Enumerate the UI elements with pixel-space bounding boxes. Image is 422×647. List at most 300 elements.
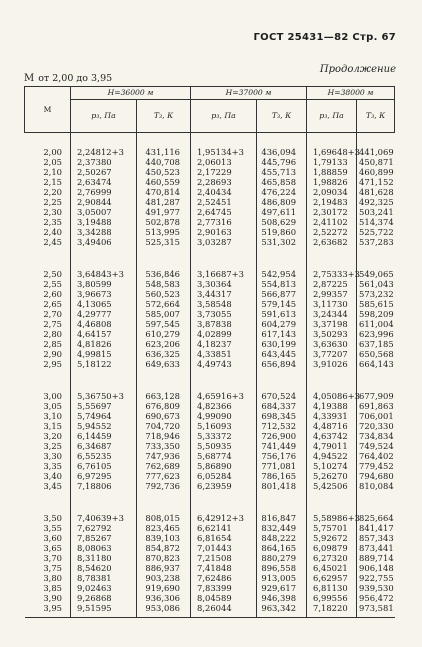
cell-p1: 5,55697 xyxy=(71,401,137,411)
cell-t2: 508,629 xyxy=(257,217,307,227)
cell-t3: 481,628 xyxy=(357,187,395,197)
cell-t1: 536,846 xyxy=(137,269,191,279)
cell-t1: 572,664 xyxy=(137,299,191,309)
cell-p1: 2,76999 xyxy=(71,187,137,197)
cell-m: 2,65 xyxy=(43,299,62,309)
cell-p2: 6,81654 xyxy=(191,533,257,543)
cell-m: 3,85 xyxy=(43,583,62,593)
cell-m: 3,65 xyxy=(43,543,62,553)
cell-t2: 896,558 xyxy=(257,563,307,573)
cell-t3: 857,343 xyxy=(357,533,395,543)
cell-t3: 664,143 xyxy=(357,359,395,369)
cell-p2: 4,33851 xyxy=(191,349,257,359)
cell-p3: 3,91026 xyxy=(307,359,357,369)
cell-t3: 764,402 xyxy=(357,451,395,461)
cell-m: 2,60 xyxy=(43,289,62,299)
cell-t2: 465,858 xyxy=(257,177,307,187)
cell-p3: 4,48716 xyxy=(307,421,357,431)
cell-t2: 643,445 xyxy=(257,349,307,359)
cell-m: 2,75 xyxy=(43,319,62,329)
cell-t1: 733,350 xyxy=(137,441,191,451)
cell-p3: 5,26270 xyxy=(307,471,357,481)
cell-p2: 2,28693 xyxy=(191,177,257,187)
cell-p2: 3,87838 xyxy=(191,319,257,329)
cell-m: 2,85 xyxy=(43,339,62,349)
cell-t1: 460,559 xyxy=(137,177,191,187)
cell-t1: 762,689 xyxy=(137,461,191,471)
cell-t3: 441,069 xyxy=(357,147,395,157)
cell-p1: 9,51595 xyxy=(71,603,137,613)
cell-m: 2,35 xyxy=(43,217,62,227)
range-caption xyxy=(24,73,112,84)
cell-p2: 3,30364 xyxy=(191,279,257,289)
cell-m: 2,15 xyxy=(43,177,62,187)
cell-m: 2,00 xyxy=(43,147,62,157)
cell-t3: 549,065 xyxy=(357,269,395,279)
cell-p1: 4,64157 xyxy=(71,329,137,339)
cell-m: 2,30 xyxy=(43,207,62,217)
cell-m: 2,10 xyxy=(43,167,62,177)
table-row xyxy=(25,441,395,451)
cell-t2: 656,894 xyxy=(257,359,307,369)
cell-t3: 492,325 xyxy=(357,197,395,207)
cell-t1: 663,128 xyxy=(137,391,191,401)
cell-t3: 460,899 xyxy=(357,167,395,177)
cell-p1: 7,40639+3 xyxy=(71,513,137,523)
cell-t1: 548,583 xyxy=(137,279,191,289)
cell-p3: 2,30172 xyxy=(307,207,357,217)
cell-p1: 6,14459 xyxy=(71,431,137,441)
cell-t3: 561,043 xyxy=(357,279,395,289)
cell-p1: 3,80599 xyxy=(71,279,137,289)
cell-p2: 4,65916+3 xyxy=(191,391,257,401)
cell-p1: 6,34687 xyxy=(71,441,137,451)
cell-t3: 691,863 xyxy=(357,401,395,411)
cell-t1: 481,287 xyxy=(137,197,191,207)
table-row xyxy=(25,523,395,533)
cell-t3: 623,996 xyxy=(357,329,395,339)
range-text: от 2,00 до 3,95 xyxy=(38,73,113,84)
cell-p3: 6,27320 xyxy=(307,553,357,563)
cell-t2: 436,094 xyxy=(257,147,307,157)
cell-t1: 560,523 xyxy=(137,289,191,299)
cell-p2: 2,52451 xyxy=(191,197,257,207)
cell-p3: 1,88859 xyxy=(307,167,357,177)
cell-p3: 4,63742 xyxy=(307,431,357,441)
cell-p2: 4,82366 xyxy=(191,401,257,411)
cell-t2: 963,342 xyxy=(257,603,307,613)
table-row xyxy=(25,269,395,279)
cell-t2: 756,176 xyxy=(257,451,307,461)
cell-p1: 7,62792 xyxy=(71,523,137,533)
cell-t3: 677,909 xyxy=(357,391,395,401)
cell-m: 2,45 xyxy=(43,237,62,247)
cell-m: 3,00 xyxy=(43,391,62,401)
cell-p3: 3,24344 xyxy=(307,309,357,319)
cell-t3: 810,084 xyxy=(357,481,395,491)
column-header-m: М xyxy=(25,87,71,133)
table-row xyxy=(25,339,395,349)
cell-t2: 542,954 xyxy=(257,269,307,279)
cell-p1: 9,02463 xyxy=(71,583,137,593)
cell-t3: 514,374 xyxy=(357,217,395,227)
cell-m: 3,95 xyxy=(43,603,62,613)
cell-p2: 2,06013 xyxy=(191,157,257,167)
table-row xyxy=(25,299,395,309)
cell-p3: 2,41102 xyxy=(307,217,357,227)
cell-p3: 4,19388 xyxy=(307,401,357,411)
table-row xyxy=(25,157,395,167)
cell-t3: 706,001 xyxy=(357,411,395,421)
table-row xyxy=(25,207,395,217)
cell-t3: 611,004 xyxy=(357,319,395,329)
cell-p3: 2,87225 xyxy=(307,279,357,289)
cell-p3: 6,45021 xyxy=(307,563,357,573)
column-header-p: p₃, Па xyxy=(71,100,137,133)
cell-p3: 3,37198 xyxy=(307,319,357,329)
spacer-row xyxy=(25,613,395,618)
cell-p1: 9,26868 xyxy=(71,593,137,603)
cell-p2: 4,18237 xyxy=(191,339,257,349)
cell-p1: 4,13065 xyxy=(71,299,137,309)
cell-p2: 3,16687+3 xyxy=(191,269,257,279)
cell-m: 2,70 xyxy=(43,309,62,319)
cell-p3: 1,69648+3 xyxy=(307,147,357,157)
cell-t1: 747,936 xyxy=(137,451,191,461)
cell-t1: 823,465 xyxy=(137,523,191,533)
table-row xyxy=(25,197,395,207)
table-row xyxy=(25,217,395,227)
table-row xyxy=(25,533,395,543)
cell-t3: 749,524 xyxy=(357,441,395,451)
table-row xyxy=(25,513,395,523)
cell-t1: 513,995 xyxy=(137,227,191,237)
cell-p3: 6,81130 xyxy=(307,583,357,593)
cell-m: 3,20 xyxy=(43,431,62,441)
block-separator-row xyxy=(25,491,395,513)
cell-p3: 3,77207 xyxy=(307,349,357,359)
cell-p2: 7,21508 xyxy=(191,553,257,563)
table-row xyxy=(25,349,395,359)
table-row xyxy=(25,319,395,329)
cell-p2: 6,42912+3 xyxy=(191,513,257,523)
cell-p2: 3,58548 xyxy=(191,299,257,309)
cell-p2: 5,33372 xyxy=(191,431,257,441)
cell-t1: 903,238 xyxy=(137,573,191,583)
cell-m: 2,50 xyxy=(43,269,62,279)
cell-t1: 649,633 xyxy=(137,359,191,369)
cell-p2: 6,62141 xyxy=(191,523,257,533)
cell-p1: 5,94552 xyxy=(71,421,137,431)
table-row xyxy=(25,573,395,583)
table-row xyxy=(25,147,395,157)
cell-t1: 792,736 xyxy=(137,481,191,491)
cell-t1: 839,103 xyxy=(137,533,191,543)
cell-t2: 864,165 xyxy=(257,543,307,553)
spacer-row xyxy=(25,133,395,148)
cell-t1: 623,206 xyxy=(137,339,191,349)
table-row xyxy=(25,563,395,573)
continuation-label: Продолжение xyxy=(319,64,396,75)
cell-p3: 2,63682 xyxy=(307,237,357,247)
cell-p1: 7,18806 xyxy=(71,481,137,491)
cell-p2: 7,62486 xyxy=(191,573,257,583)
table-row xyxy=(25,227,395,237)
table-row xyxy=(25,603,395,613)
cell-t3: 537,283 xyxy=(357,237,395,247)
cell-m: 3,70 xyxy=(43,553,62,563)
cell-p3: 4,33931 xyxy=(307,411,357,421)
cell-t3: 720,330 xyxy=(357,421,395,431)
cell-m: 3,25 xyxy=(43,441,62,451)
cell-t3: 598,209 xyxy=(357,309,395,319)
cell-m: 2,25 xyxy=(43,197,62,207)
range-symbol: М xyxy=(24,73,35,84)
cell-t3: 906,148 xyxy=(357,563,395,573)
table-row xyxy=(25,471,395,481)
cell-p2: 8,26044 xyxy=(191,603,257,613)
cell-p1: 8,31180 xyxy=(71,553,137,563)
cell-p3: 5,58986+3 xyxy=(307,513,357,523)
cell-m: 2,40 xyxy=(43,227,62,237)
cell-p2: 4,49743 xyxy=(191,359,257,369)
cell-t2: 455,713 xyxy=(257,167,307,177)
table-row xyxy=(25,359,395,369)
cell-p2: 6,05284 xyxy=(191,471,257,481)
column-header-p: p₃, Па xyxy=(307,100,357,133)
cell-p1: 2,90844 xyxy=(71,197,137,207)
cell-t1: 597,545 xyxy=(137,319,191,329)
cell-p3: 2,19483 xyxy=(307,197,357,207)
cell-p1: 5,18122 xyxy=(71,359,137,369)
cell-p1: 2,63474 xyxy=(71,177,137,187)
cell-p1: 3,34288 xyxy=(71,227,137,237)
cell-t2: 848,222 xyxy=(257,533,307,543)
cell-t1: 704,720 xyxy=(137,421,191,431)
cell-m: 2,55 xyxy=(43,279,62,289)
cell-t1: 690,673 xyxy=(137,411,191,421)
cell-p2: 2,17229 xyxy=(191,167,257,177)
cell-p2: 3,44317 xyxy=(191,289,257,299)
table-body xyxy=(25,133,395,618)
cell-m: 2,05 xyxy=(43,157,62,167)
cell-p3: 2,52272 xyxy=(307,227,357,237)
cell-p2: 5,68774 xyxy=(191,451,257,461)
cell-p1: 3,49406 xyxy=(71,237,137,247)
cell-t2: 531,302 xyxy=(257,237,307,247)
cell-p2: 7,41848 xyxy=(191,563,257,573)
cell-p3: 5,42506 xyxy=(307,481,357,491)
cell-p1: 2,37380 xyxy=(71,157,137,167)
table-row xyxy=(25,279,395,289)
cell-m: 3,05 xyxy=(43,401,62,411)
cell-t1: 491,977 xyxy=(137,207,191,217)
cell-p2: 8,04589 xyxy=(191,593,257,603)
cell-t3: 973,581 xyxy=(357,603,395,613)
cell-t2: 929,617 xyxy=(257,583,307,593)
group-header-38000: H=38000 м xyxy=(307,87,395,100)
cell-m: 2,90 xyxy=(43,349,62,359)
cell-m: 3,55 xyxy=(43,523,62,533)
table-row xyxy=(25,593,395,603)
table-row xyxy=(25,177,395,187)
cell-p3: 4,94522 xyxy=(307,451,357,461)
cell-p1: 3,96673 xyxy=(71,289,137,299)
block-separator-row xyxy=(25,369,395,391)
cell-t3: 650,568 xyxy=(357,349,395,359)
cell-p3: 3,50293 xyxy=(307,329,357,339)
cell-t2: 698,345 xyxy=(257,411,307,421)
cell-t3: 637,185 xyxy=(357,339,395,349)
cell-p1: 7,85267 xyxy=(71,533,137,543)
table-row xyxy=(25,237,395,247)
cell-p1: 3,19488 xyxy=(71,217,137,227)
column-header-t: T₃, К xyxy=(257,100,307,133)
cell-t1: 808,015 xyxy=(137,513,191,523)
cell-t2: 579,145 xyxy=(257,299,307,309)
cell-p1: 6,97295 xyxy=(71,471,137,481)
cell-p2: 3,73055 xyxy=(191,309,257,319)
cell-p1: 6,55235 xyxy=(71,451,137,461)
cell-t1: 450,523 xyxy=(137,167,191,177)
cell-t3: 889,714 xyxy=(357,553,395,563)
cell-t2: 604,279 xyxy=(257,319,307,329)
table-row xyxy=(25,451,395,461)
cell-t1: 718,946 xyxy=(137,431,191,441)
cell-m: 3,75 xyxy=(43,563,62,573)
cell-t2: 617,143 xyxy=(257,329,307,339)
cell-t1: 502,878 xyxy=(137,217,191,227)
cell-p3: 2,75333+3 xyxy=(307,269,357,279)
cell-t3: 841,417 xyxy=(357,523,395,533)
table-row xyxy=(25,289,395,299)
cell-t3: 825,664 xyxy=(357,513,395,523)
cell-p1: 4,81826 xyxy=(71,339,137,349)
cell-t2: 486,809 xyxy=(257,197,307,207)
table-row xyxy=(25,329,395,339)
cell-p2: 2,90163 xyxy=(191,227,257,237)
cell-p3: 1,79133 xyxy=(307,157,357,167)
cell-m: 2,95 xyxy=(43,359,62,369)
cell-t1: 870,823 xyxy=(137,553,191,563)
cell-p2: 1,95134+3 xyxy=(191,147,257,157)
table-row xyxy=(25,553,395,563)
cell-t3: 585,615 xyxy=(357,299,395,309)
cell-t2: 712,532 xyxy=(257,421,307,431)
cell-p3: 2,99357 xyxy=(307,289,357,299)
cell-t2: 445,796 xyxy=(257,157,307,167)
cell-t3: 450,871 xyxy=(357,157,395,167)
table-row xyxy=(25,401,395,411)
cell-t1: 525,315 xyxy=(137,237,191,247)
cell-p1: 5,74964 xyxy=(71,411,137,421)
column-header-p: p₃, Па xyxy=(191,100,257,133)
cell-m: 3,40 xyxy=(43,471,62,481)
cell-m: 2,20 xyxy=(43,187,62,197)
cell-p2: 5,86890 xyxy=(191,461,257,471)
cell-t1: 585,007 xyxy=(137,309,191,319)
cell-p2: 5,50935 xyxy=(191,441,257,451)
cell-p3: 1,98826 xyxy=(307,177,357,187)
cell-p1: 6,76105 xyxy=(71,461,137,471)
cell-t2: 670,524 xyxy=(257,391,307,401)
cell-t3: 573,232 xyxy=(357,289,395,299)
cell-t2: 786,165 xyxy=(257,471,307,481)
cell-p3: 3,63630 xyxy=(307,339,357,349)
cell-m: 2,80 xyxy=(43,329,62,339)
table-row xyxy=(25,411,395,421)
cell-p1: 2,24812+3 xyxy=(71,147,137,157)
cell-t3: 939,530 xyxy=(357,583,395,593)
block-separator-row xyxy=(25,247,395,269)
cell-t1: 777,623 xyxy=(137,471,191,481)
cell-t1: 919,690 xyxy=(137,583,191,593)
cell-p3: 6,09879 xyxy=(307,543,357,553)
cell-t3: 794,680 xyxy=(357,471,395,481)
column-header-t: T₃, К xyxy=(357,100,395,133)
cell-p1: 4,46808 xyxy=(71,319,137,329)
cell-t2: 519,860 xyxy=(257,227,307,237)
cell-p2: 2,77316 xyxy=(191,217,257,227)
table-row xyxy=(25,543,395,553)
cell-m: 3,80 xyxy=(43,573,62,583)
table-row xyxy=(25,431,395,441)
cell-p2: 5,16093 xyxy=(191,421,257,431)
cell-t2: 554,813 xyxy=(257,279,307,289)
cell-t2: 630,199 xyxy=(257,339,307,349)
table-row xyxy=(25,309,395,319)
table-row xyxy=(25,187,395,197)
cell-t2: 832,449 xyxy=(257,523,307,533)
cell-p3: 5,10274 xyxy=(307,461,357,471)
cell-t2: 913,005 xyxy=(257,573,307,583)
cell-t2: 497,611 xyxy=(257,207,307,217)
cell-t2: 880,279 xyxy=(257,553,307,563)
cell-p3: 6,99556 xyxy=(307,593,357,603)
table-row xyxy=(25,391,395,401)
cell-p1: 8,54620 xyxy=(71,563,137,573)
cell-t2: 476,224 xyxy=(257,187,307,197)
table-row xyxy=(25,481,395,491)
cell-p2: 4,99090 xyxy=(191,411,257,421)
cell-t1: 440,708 xyxy=(137,157,191,167)
cell-t3: 956,472 xyxy=(357,593,395,603)
cell-p2: 3,03287 xyxy=(191,237,257,247)
column-header-t: T₃, К xyxy=(137,100,191,133)
cell-t1: 676,809 xyxy=(137,401,191,411)
cell-p3: 6,62957 xyxy=(307,573,357,583)
cell-p1: 2,50267 xyxy=(71,167,137,177)
cell-t1: 936,306 xyxy=(137,593,191,603)
cell-t2: 741,449 xyxy=(257,441,307,451)
cell-t2: 684,337 xyxy=(257,401,307,411)
cell-t2: 816,847 xyxy=(257,513,307,523)
cell-t1: 431,116 xyxy=(137,147,191,157)
cell-t3: 873,441 xyxy=(357,543,395,553)
cell-p3: 4,05086+3 xyxy=(307,391,357,401)
page-header: ГОСТ 25431—82 Стр. 67 xyxy=(253,32,396,43)
data-table xyxy=(24,86,395,618)
cell-p1: 4,29777 xyxy=(71,309,137,319)
cell-p1: 8,78381 xyxy=(71,573,137,583)
cell-t1: 886,937 xyxy=(137,563,191,573)
cell-t3: 779,452 xyxy=(357,461,395,471)
cell-m: 3,60 xyxy=(43,533,62,543)
cell-t2: 591,613 xyxy=(257,309,307,319)
cell-p1: 5,36750+3 xyxy=(71,391,137,401)
cell-p3: 4,79011 xyxy=(307,441,357,451)
cell-t3: 734,834 xyxy=(357,431,395,441)
